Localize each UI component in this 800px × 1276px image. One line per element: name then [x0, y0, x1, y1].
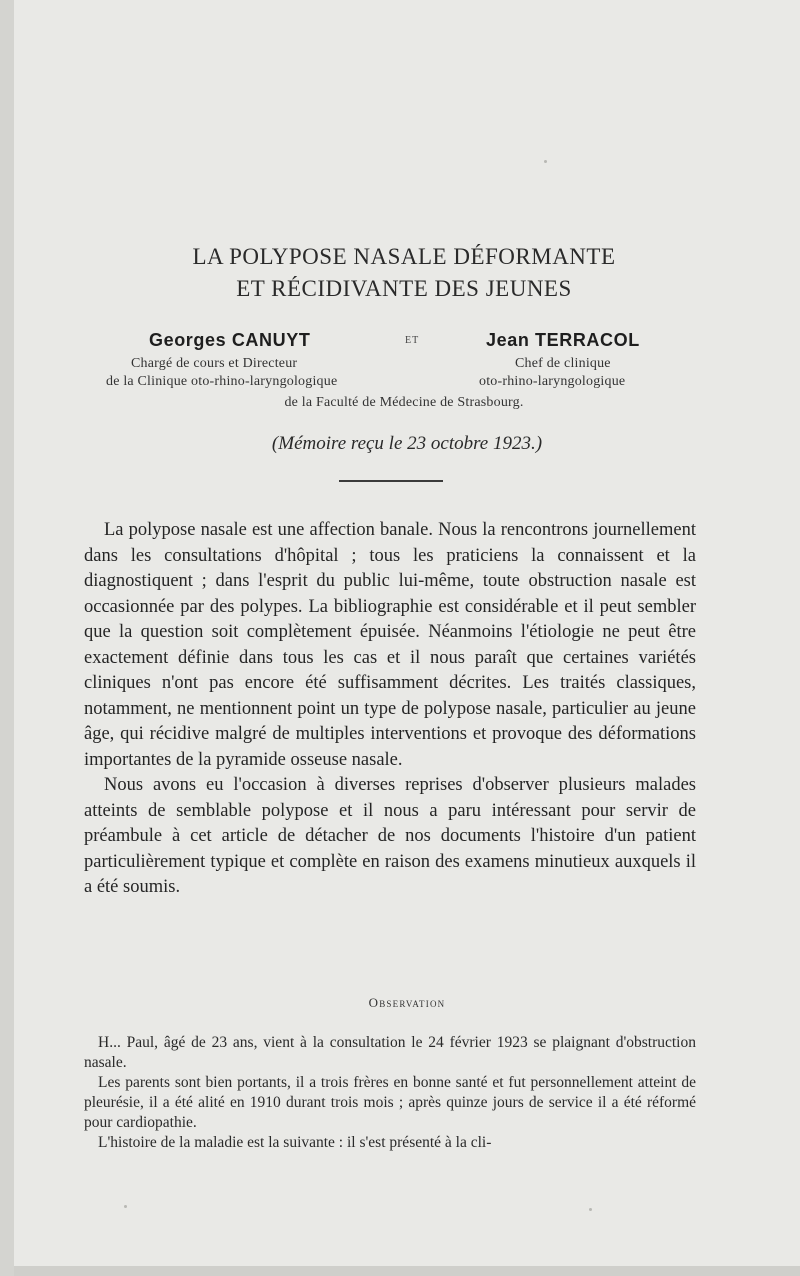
- journal-page: [14, 0, 800, 1276]
- section-heading-observation: Observation: [368, 995, 446, 1010]
- affiliation-canuyt-line-1: Chargé de cours et Directeur: [131, 356, 298, 371]
- article-title-line-2: ET RÉCIDIVANTE DES JEUNES: [236, 276, 572, 301]
- intro-paragraph-1: La polypose nasale est une affection banale. Nous la rencontrons journellement dans les consultations d'hôpital ; tous les praticiens la connaissent et la diagnostiquent ; dans l'esprit du public lui-même, toute obstruction nasale est occasionnée par des polypes. La bibliographie est considérable et il peut sembler que la question soit complètement épuisée. Néanmoins l'étiologie ne peut être exactement définie dans tous les cas et il nous paraît que certaines variétés cliniques n'ont pas encore été suffisamment décrites. Les traités classiques, notamment, ne mentionnent point un type de polypose nasale, particulier au jeune âge, qui récidive malgré de multiples interventions et provoque des déformations importantes de la pyramide osseuse nasale.: [84, 520, 696, 770]
- observation-paragraph-2: Les parents sont bien portants, il a trois frères en bonne santé et fut personnellement atteint de pleurésie, il a été alité en 1910 durant trois mois ; après quinze jours de service il a été réformé pour cardiopathie.: [84, 1074, 696, 1131]
- article-title-line-1: LA POLYPOSE NASALE DÉFORMANTE: [192, 244, 616, 269]
- paper-speck: [544, 160, 547, 163]
- observation-paragraph-3: L'histoire de la maladie est la suivante : il s'est présenté à la cli-: [98, 1134, 492, 1151]
- affiliation-canuyt-line-2: de la Clinique oto-rhino-laryngologique: [106, 374, 338, 389]
- affiliation-terracol-line-2: oto-rhino-laryngologique: [479, 374, 626, 389]
- observation-text: [84, 1033, 696, 1153]
- introduction-text: [84, 518, 696, 901]
- received-date-note: (Mémoire reçu le 23 octobre 1923.): [271, 433, 543, 454]
- affiliation-faculty: de la Faculté de Médecine de Strasbourg.: [284, 395, 524, 410]
- page-bottom-edge: [14, 1266, 800, 1276]
- author-conjunction: ET: [405, 335, 420, 346]
- paper-speck: [124, 1205, 127, 1208]
- observation-paragraph-1: H... Paul, âgé de 23 ans, vient à la consultation le 24 février 1923 se plaignant d'obstruction nasale.: [84, 1034, 696, 1071]
- affiliation-terracol-line-1: Chef de clinique: [515, 356, 611, 371]
- paper-speck: [589, 1208, 592, 1211]
- intro-paragraph-2: Nous avons eu l'occasion à diverses reprises d'observer plusieurs malades atteints de semblable polypose et il nous a paru intéressant pour servir de préambule à cet article de détacher de nos documents l'histoire d'un patient particulièrement typique et complète en raison des examens minutieux auxquels il a été soumis.: [84, 775, 696, 897]
- separator-rule: [339, 480, 443, 482]
- author-canuyt: Georges CANUYT: [149, 330, 311, 350]
- author-terracol: Jean TERRACOL: [486, 330, 640, 350]
